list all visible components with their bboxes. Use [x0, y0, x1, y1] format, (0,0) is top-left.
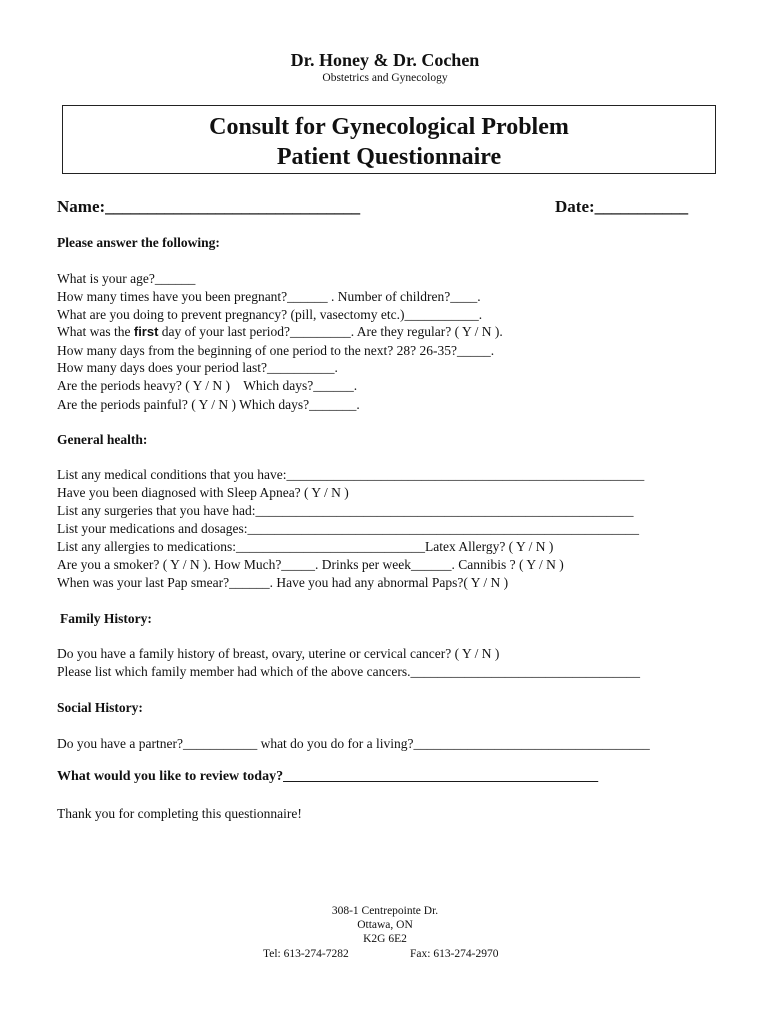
- date-field[interactable]: Date:___________: [555, 197, 689, 216]
- question-last-period-pre: What was the: [57, 324, 134, 339]
- form-subtitle: Patient Questionnaire: [276, 144, 502, 170]
- footer-telephone: Tel: 613-274-7282: [263, 948, 349, 960]
- question-medications[interactable]: List your medications and dosages:__________________________________________________________: [57, 521, 639, 536]
- footer-fax: Fax: 613-274-2970: [410, 948, 499, 960]
- question-surgeries[interactable]: List any surgeries that you have had:________________________________________________________: [57, 503, 634, 518]
- question-sleep-apnea[interactable]: Have you been diagnosed with Sleep Apnea? ( Y / N ): [57, 485, 349, 500]
- name-field[interactable]: Name:______________________________: [57, 197, 361, 216]
- question-smoking[interactable]: Are you a smoker? ( Y / N ). How Much?_____. Drinks per week______. Cannibis ? ( Y / N ): [57, 557, 564, 572]
- section-heading-general-health: General health:: [57, 432, 148, 447]
- practice-name: Dr. Honey & Dr. Cochen: [290, 50, 480, 70]
- question-last-period-post: day of your last period?_________. Are they regular? ( Y / N ).: [158, 324, 503, 339]
- question-medical-conditions[interactable]: List any medical conditions that you have:_____________________________________________________: [57, 467, 645, 482]
- thank-you-note: Thank you for completing this questionnaire!: [57, 806, 302, 821]
- question-last-period[interactable]: [57, 324, 503, 340]
- form-title: Consult for Gynecological Problem: [209, 114, 569, 140]
- question-heavy-periods[interactable]: Are the periods heavy? ( Y / N ) Which days?______.: [57, 378, 358, 393]
- question-period-duration[interactable]: How many days does your period last?__________.: [57, 360, 338, 375]
- footer-address-city: Ottawa, ON: [357, 919, 413, 931]
- question-pap-smear[interactable]: When was your last Pap smear?______. Have you had any abnormal Paps?( Y / N ): [57, 575, 509, 590]
- section-heading-please-answer: Please answer the following:: [57, 235, 220, 250]
- section-heading-social-history: Social History:: [57, 700, 143, 715]
- question-last-period-emphasis: first: [133, 324, 159, 339]
- question-painful-periods[interactable]: Are the periods painful? ( Y / N ) Which days?_______.: [57, 397, 360, 412]
- question-family-member[interactable]: Please list which family member had which of the above cancers.__________________________________: [57, 664, 641, 679]
- footer-address-street: 308-1 Centrepointe Dr.: [331, 905, 439, 917]
- title-box: [62, 105, 716, 174]
- question-partner-occupation[interactable]: Do you have a partner?___________ what do you do for a living?___________________________________: [57, 736, 650, 751]
- question-review-today[interactable]: What would you like to review today?_____________________________________________: [57, 769, 599, 784]
- question-family-cancer[interactable]: Do you have a family history of breast, ovary, uterine or cervical cancer? ( Y / N ): [57, 646, 500, 661]
- section-heading-family-history: Family History:: [60, 611, 152, 626]
- question-cycle-length[interactable]: How many days from the beginning of one period to the next? 28? 26-35?_____.: [57, 343, 495, 358]
- footer-postal-code: K2G 6E2: [363, 933, 407, 945]
- practice-specialty: Obstetrics and Gynecology: [322, 72, 448, 84]
- question-pregnancies[interactable]: How many times have you been pregnant?______ . Number of children?____.: [57, 289, 481, 304]
- question-age[interactable]: What is your age?______: [57, 271, 196, 286]
- question-contraception[interactable]: What are you doing to prevent pregnancy? (pill, vasectomy etc.)___________.: [57, 307, 483, 322]
- question-allergies[interactable]: List any allergies to medications:____________________________Latex Allergy? ( Y / N ): [57, 539, 554, 554]
